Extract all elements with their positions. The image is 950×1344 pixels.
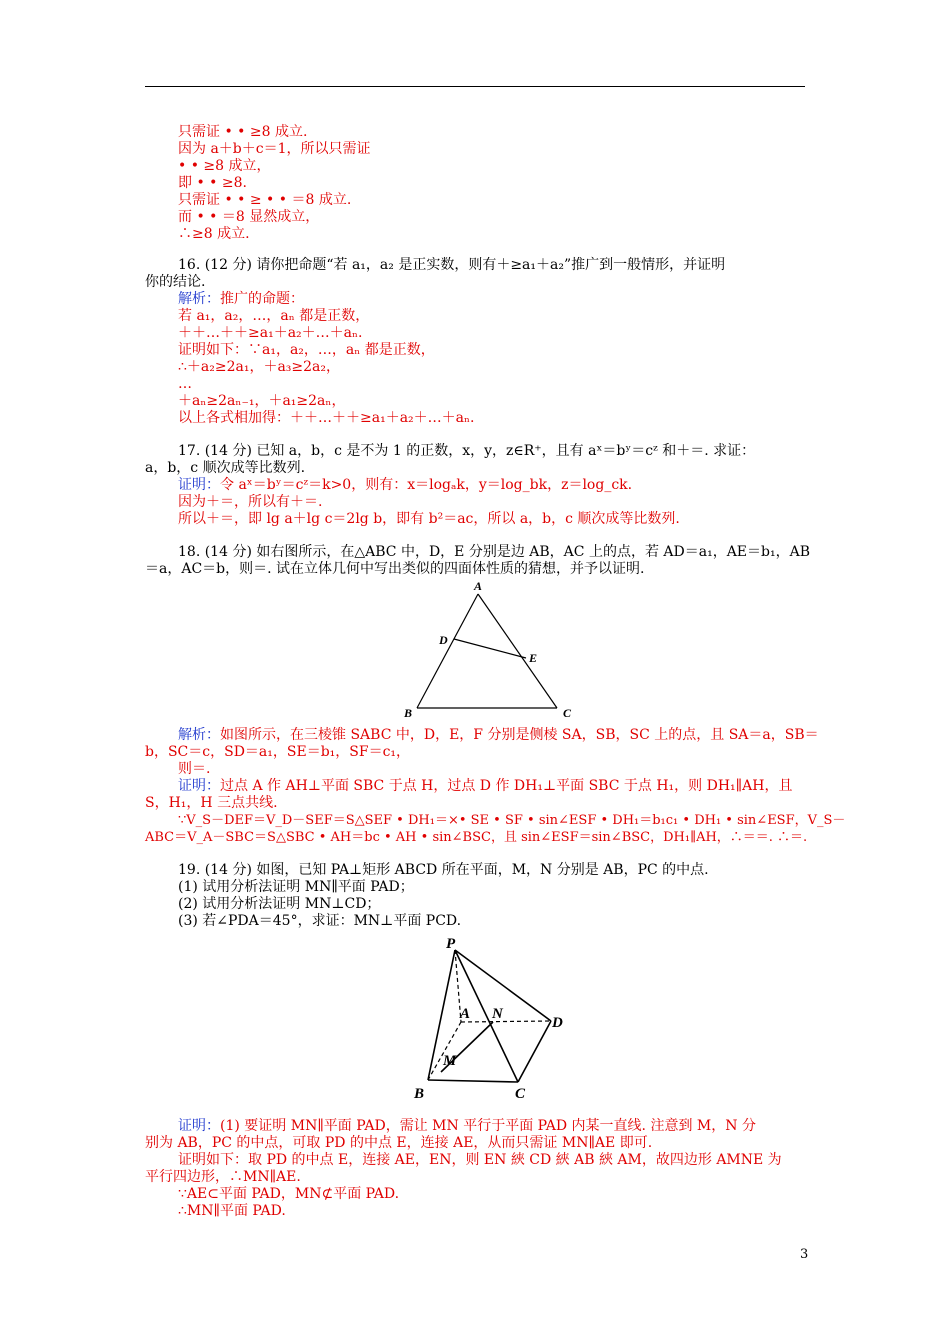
q18-stem: ＝a，AC＝b，则＝. 试在立体几何中写出类似的四面体性质的猜想，并予以证明. [145,561,645,577]
q18-solution-first: 解析：如图所示，在三棱锥 SABC 中，D，E，F 分别是侧棱 SA，SB，SC 上的点，且 SA＝a，SB＝ [178,727,819,743]
q18-line: 则＝. [178,761,211,777]
q16-line: ∴＋a₂≥2a₁，＋a₃≥2a₂， [178,359,341,375]
q19-line: ∴MN∥平面 PAD. [178,1203,286,1219]
q15-line: 只需证 • • ≥8 成立. [178,124,308,140]
q19-proof-first: 证明：(1) 要证明 MN∥平面 PAD，需让 MN 平行于平面 PAD 内某一直线. 注意到 M，N 分 [178,1118,756,1134]
label-N: N [492,1006,503,1022]
solution-label: 解析： [178,727,220,743]
q15-line: 因为 a＋b＋c＝1，所以只需证 [178,141,371,157]
solution-label: 解析： [178,291,220,307]
label-A: A [460,1006,471,1022]
q19-stem: (1) 试用分析法证明 MN∥平面 PAD； [178,879,414,895]
q15-line: ∴≥8 成立. [178,226,250,242]
q15-line: 只需证 • • ≥ • • ＝8 成立. [178,192,352,208]
label-P: P [446,936,456,952]
q16-stem: 16. (12 分) 请你把命题“若 a₁，a₂ 是正实数，则有＋≥a₁＋a₂”推广到一般情形，并证明 [178,257,726,273]
header-rule [145,86,805,87]
q18-line: ABC＝V_A－SBC＝S△SBC • AH＝bc • AH • sin∠BSC，且 sin∠ESF＝sin∠BSC，DH₁∥AH，∴＝＝. ∴＝. [145,830,808,845]
q16-solution-first: 解析：推广的命题： [178,291,304,307]
q19-line: 证明如下：取 PD 的中点 E，连接 AE，EN，则 EN 綊 CD 綊 AB 綊 AM，故四边形 AMNE 为 [178,1152,782,1168]
q16-line: … [178,376,192,392]
q16-line: ＋aₙ≥2aₙ₋₁，＋a₁≥2aₙ， [178,393,346,409]
q17-stem: a，b，c 顺次成等比数列. [145,460,306,476]
q18-proof-first: 证明：过点 A 作 AH⊥平面 SBC 于点 H，过点 D 作 DH₁⊥平面 SBC 于点 H₁，则 DH₁∥AH，且 [178,778,793,794]
q15-line: 而 • • ＝8 显然成立， [178,209,320,225]
triangle-figure [395,578,595,720]
q15-line: • • ≥8 成立， [178,158,271,174]
q16-line: 以上各式相加得：＋＋…＋＋≥a₁＋a₂＋…＋aₙ. [178,410,475,426]
q16-line: 证明如下：∵a₁，a₂，…，aₙ 都是正数， [178,342,435,358]
label-D: D [439,633,448,647]
q19-line: ∵AE⊂平面 PAD，MN⊄平面 PAD. [178,1186,400,1202]
pyramid-figure [405,932,585,1104]
q17-line: 因为＋＝，所以有＋＝. [178,494,323,510]
proof-label: 证明： [178,477,220,493]
q17-line: 所以＋＝，即 lg a＋lg c＝2lg b，即有 b²＝ac，所以 a，b，c 顺次成等比数列. [178,511,680,527]
proof-label: 证明： [178,1118,220,1134]
q15-line: 即 • • ≥8. [178,175,247,191]
label-B: B [404,706,413,720]
label-B: B [414,1086,425,1102]
label-D: D [552,1015,563,1031]
q18-line: ∵V_S－DEF＝V_D－SEF＝S△SEF • DH₁＝×• SE • SF • sin∠ESF • DH₁＝b₁c₁ • DH₁ • sin∠ESF，V_S－ [178,813,846,828]
q19-stem: (2) 试用分析法证明 MN⊥CD； [178,896,381,912]
q19-stem: (3) 若∠PDA＝45°，求证：MN⊥平面 PCD. [178,913,462,929]
label-C: C [563,706,572,720]
proof-label: 证明： [178,778,220,794]
q18-stem: 18. (14 分) 如右图所示，在△ABC 中，D，E 分别是边 AB，AC 上的点，若 AD＝a₁，AE＝b₁，AB [178,544,811,560]
q16-line: ＋＋…＋＋≥a₁＋a₂＋…＋aₙ. [178,325,363,341]
q16-stem: 你的结论. [145,274,206,290]
q16-line: 若 a₁，a₂，…，aₙ 都是正数， [178,308,370,324]
q17-proof-first: 证明：令 aˣ＝bʸ＝cᶻ＝k>0，则有：x＝logₐk，y＝log_bk，z＝log_ck. [178,477,633,493]
q18-line: b，SC＝c，SD＝a₁，SE＝b₁，SF＝c₁， [145,744,411,760]
q18-line: S，H₁，H 三点共线. [145,795,278,811]
q19-stem: 19. (14 分) 如图，已知 PA⊥矩形 ABCD 所在平面，M，N 分别是 AB，PC 的中点. [178,862,709,878]
label-E: E [529,651,538,665]
q17-stem: 17. (14 分) 已知 a，b，c 是不为 1 的正数，x，y，z∈R⁺，且有 aˣ＝bʸ＝cᶻ 和＋＝. 求证： [178,443,756,459]
label-A: A [474,579,483,593]
page-number: 3 [800,1247,809,1262]
q19-line: 别为 AB，PC 的中点，可取 PD 的中点 E，连接 AE，从而只需证 MN∥AE 即可. [145,1135,653,1151]
label-C: C [515,1086,526,1102]
label-M: M [443,1053,457,1069]
q19-line: 平行四边形，∴MN∥AE. [145,1169,301,1185]
